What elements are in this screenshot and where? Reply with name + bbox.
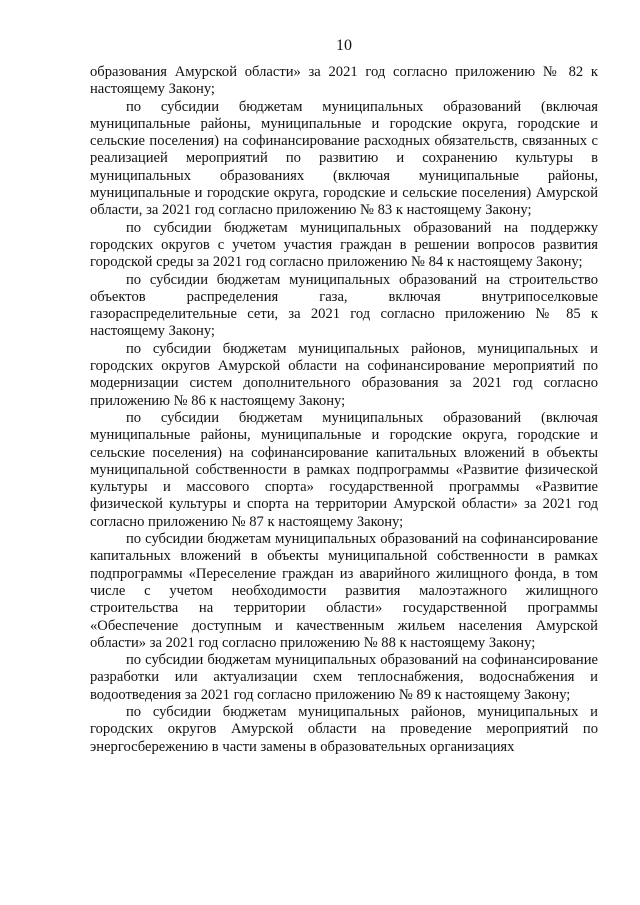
- paragraph-subsidy-89: по субсидии бюджетам муниципальных образований на софинансирование разработки или актуализации схем теплоснабжения, водоснабжения и водоотведения за 2021 год согласно приложению № 89 к настоящему Закону;: [90, 652, 598, 703]
- paragraph-subsidy-83: по субсидии бюджетам муниципальных образований (включая муниципальные районы, муниципальные и городские округа, городские и сельские поселения) на софинансирование расходных обязательств, связанных с реализацией мероприятий по развитию и сохранению культуры в муниципальных образованиях (включая муниципальные районы, муниципальные и городские округа, городские и сельские поселения) Амурской области, за 2021 год согласно приложению № 83 к настоящему Закону;: [90, 98, 598, 219]
- paragraph-subsidy-88: по субсидии бюджетам муниципальных образований на софинансирование капитальных вложений в объекты муниципальной собственности в рамках подпрограммы «Переселение граждан из аварийного жилищного фонда, в том числе с учетом необходимости развития малоэтажного жилищного строительства на территории области» государственной программы «Обеспечение доступным и качественным жильем населения Амурской области» за 2021 год согласно приложению № 88 к настоящему Закону;: [90, 531, 598, 651]
- paragraph-subsidy-86: по субсидии бюджетам муниципальных районов, муниципальных и городских округов Амурской области на софинансирование мероприятий по модернизации систем дополнительного образования за 2021 год согласно приложению № 86 к настоящему Закону;: [90, 340, 598, 409]
- paragraph-subsidy-84: по субсидии бюджетам муниципальных образований на поддержку городских округов с учетом участия граждан в решении вопросов развития городской среды за 2021 год согласно приложению № 84 к настоящему Закону;: [90, 219, 598, 271]
- paragraph-subsidy-87: по субсидии бюджетам муниципальных образований (включая муниципальные районы, муниципальные и городские округа, городские и сельские поселения) на софинансирование капитальных вложений в объекты муниципальной собственности в рамках подпрограммы «Развитие физической культуры и массового спорта» государственной программы «Развитие физической культуры и спорта на территории Амурской области» за 2021 год согласно приложению № 87 к настоящему Закону;: [90, 409, 598, 530]
- document-page: [90, 36, 598, 756]
- page-number: 10: [336, 37, 352, 54]
- paragraph-continuation: образования Амурской области» за 2021 год согласно приложению № 82 к настоящему Закону;: [90, 64, 598, 98]
- paragraph-subsidy-85: по субсидии бюджетам муниципальных образований на строительство объектов распределения газа, включая внутрипоселковые газораспределительные сети, за 2021 год согласно приложению № 85 к настоящему Закону;: [90, 271, 598, 340]
- paragraph-energy-saving: по субсидии бюджетам муниципальных районов, муниципальных и городских округов Амурской области на проведение мероприятий по энергосбережению в части замены в образовательных организациях: [90, 703, 598, 755]
